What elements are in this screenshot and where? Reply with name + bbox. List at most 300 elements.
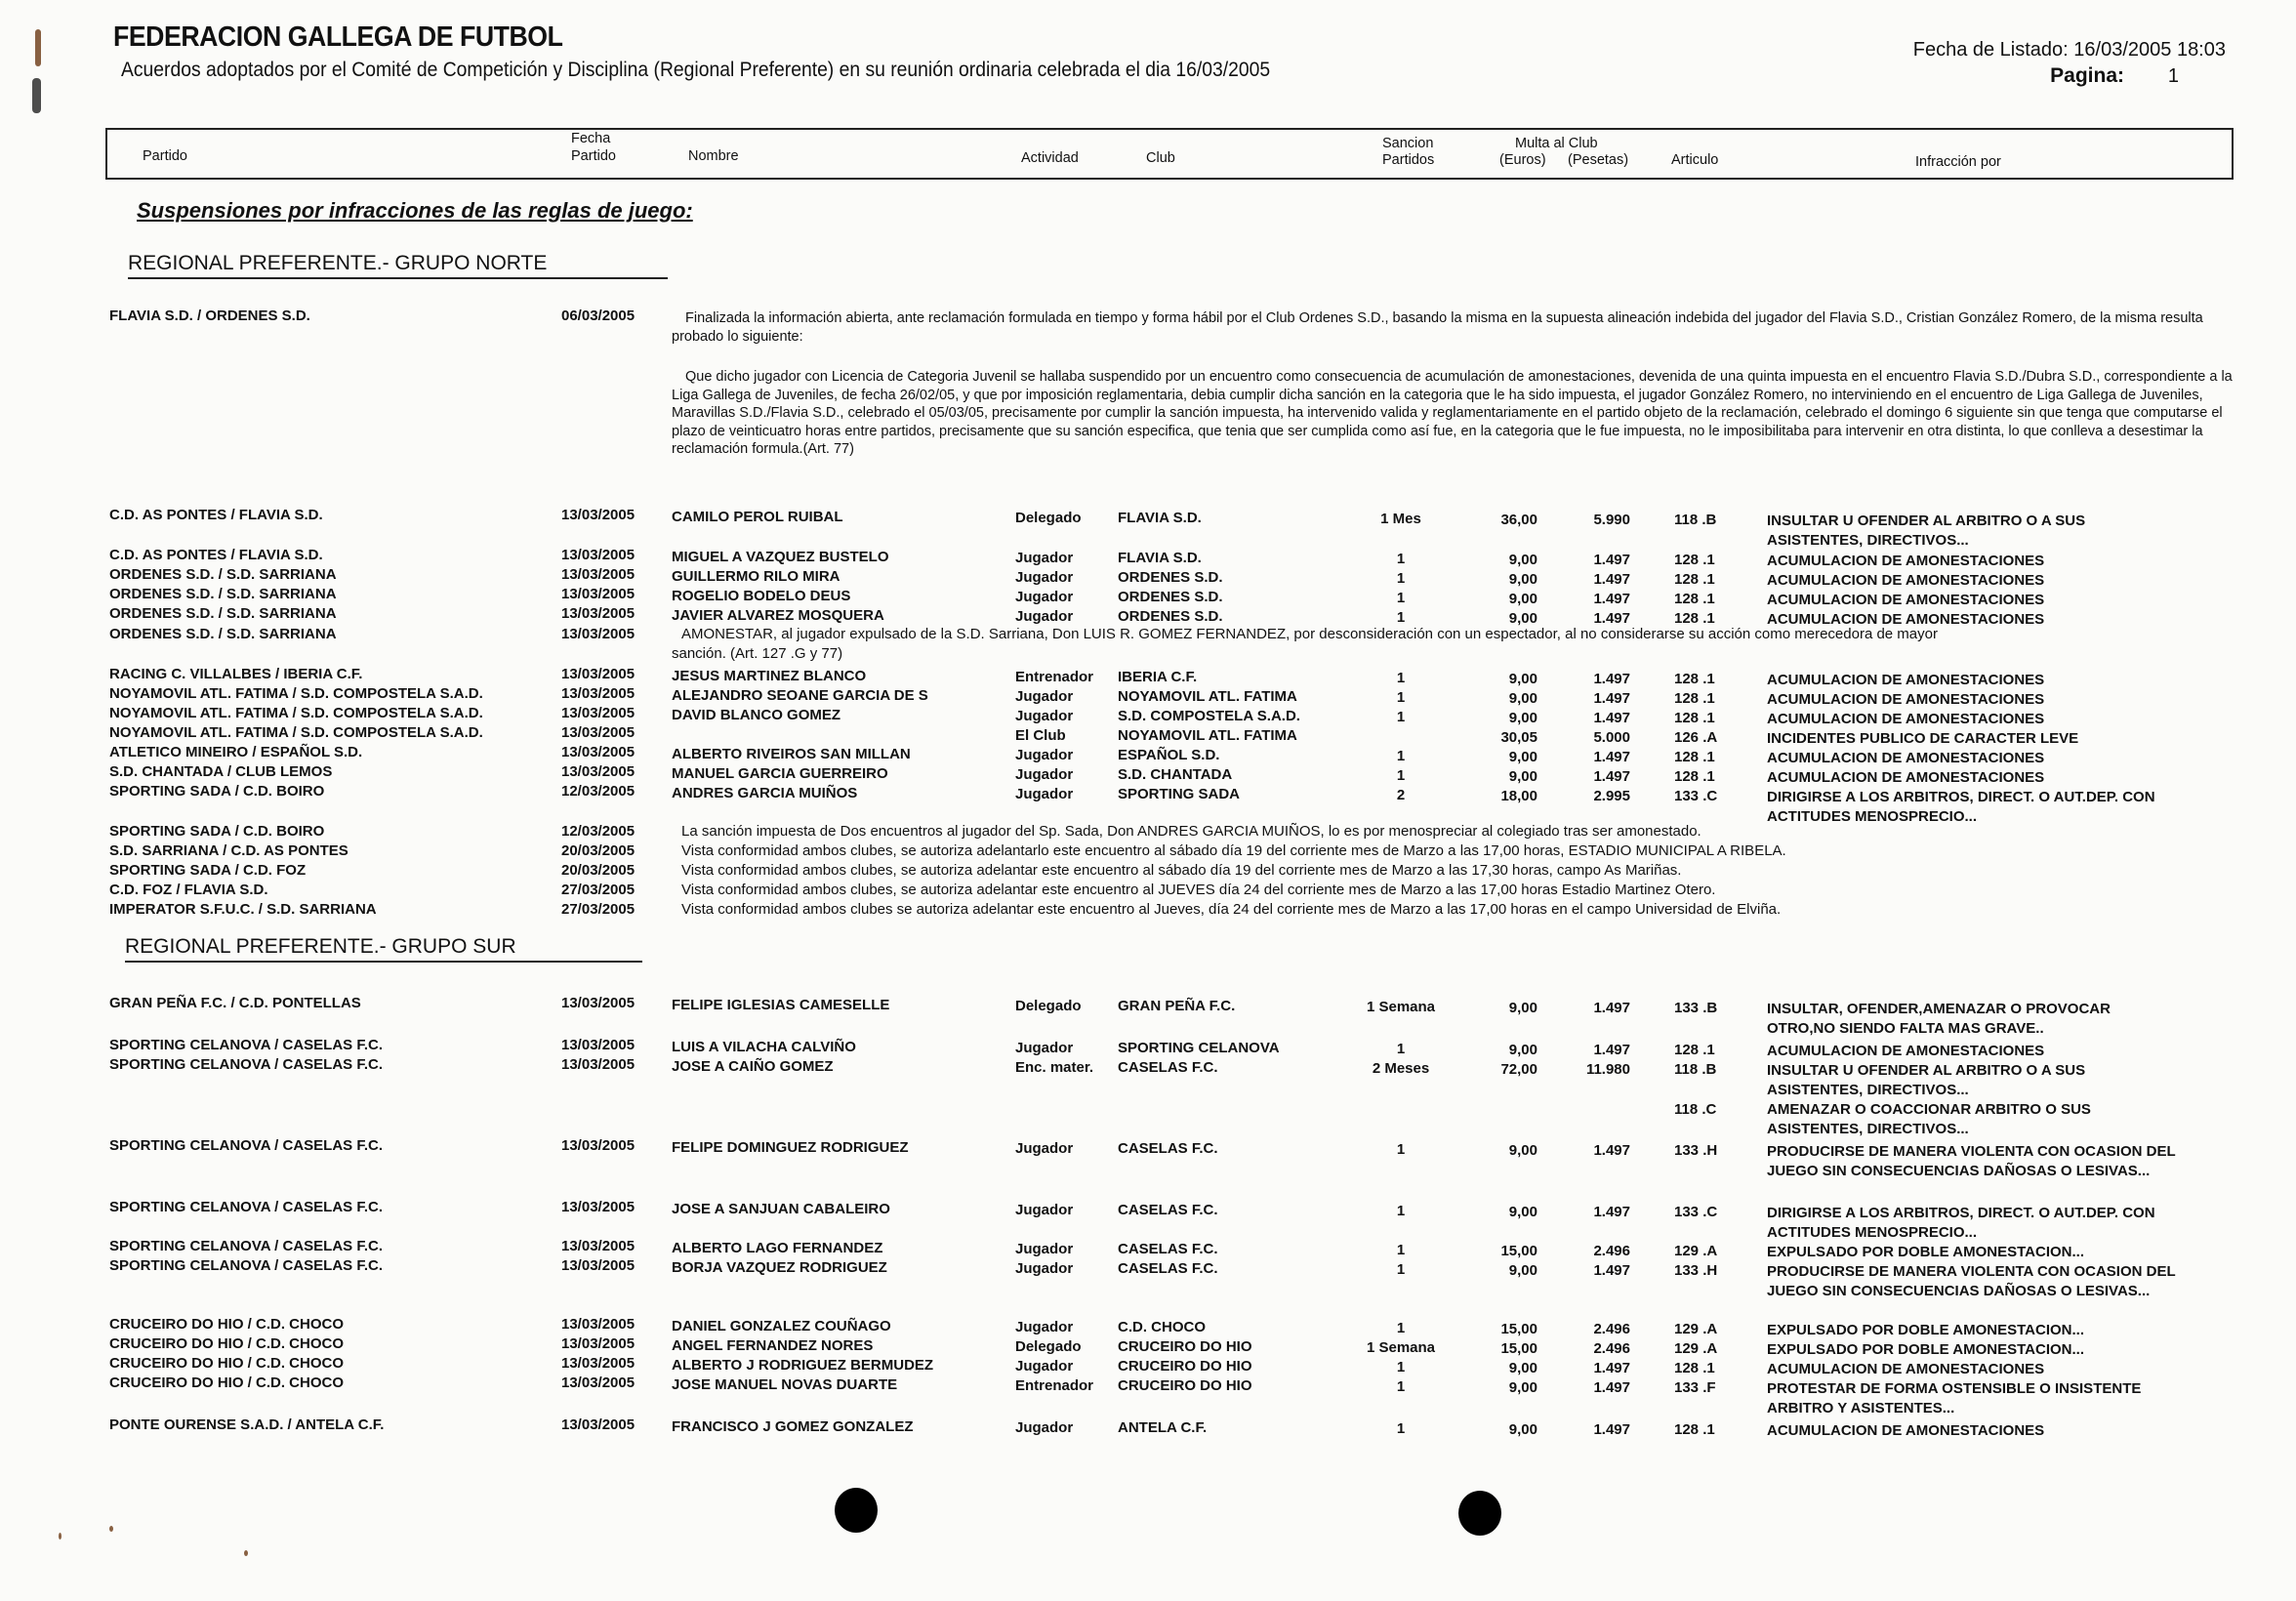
fecha-partido: 13/03/2005 [561, 1238, 636, 1254]
table-row [0, 586, 2296, 608]
table-row [0, 547, 2296, 569]
table-row [0, 882, 2296, 901]
infraccion: ACUMULACION DE AMONESTACIONES [1767, 750, 2045, 766]
partido: SPORTING CELANOVA / CASELAS F.C. [109, 1056, 384, 1073]
articulo: 133 .B [1674, 1000, 1718, 1016]
nombre: JOSE A CAIÑO GOMEZ [672, 1058, 834, 1075]
nombre: JAVIER ALVAREZ MOSQUERA [672, 607, 884, 624]
infraccion: ACUMULACION DE AMONESTACIONES [1767, 1422, 2045, 1439]
articulo: 133 .F [1674, 1379, 1716, 1396]
infraccion: EXPULSADO POR DOBLE AMONESTACION... [1767, 1322, 2085, 1338]
multa-pesetas: 1.497 [1593, 690, 1630, 707]
nombre: LUIS A VILACHA CALVIÑO [672, 1039, 856, 1055]
club: SPORTING SADA [1118, 786, 1241, 802]
col-euros: (Euros) [1499, 152, 1546, 168]
col-club: Club [1146, 150, 1175, 166]
nombre: ANGEL FERNANDEZ NORES [672, 1337, 874, 1354]
multa-euros: 30,05 [1500, 729, 1538, 746]
multa-pesetas: 2.995 [1593, 788, 1630, 804]
infraccion: DIRIGIRSE A LOS ARBITROS, DIRECT. O AUT.DEP. CON [1767, 789, 2155, 805]
multa-pesetas: 2.496 [1593, 1340, 1630, 1357]
articulo: 126 .A [1674, 729, 1718, 746]
nombre: MANUEL GARCIA GUERREIRO [672, 765, 888, 782]
infraccion-continued: ARBITRO Y ASISTENTES... [1767, 1400, 1955, 1416]
multa-pesetas: 1.497 [1593, 1142, 1630, 1159]
club: CRUCEIRO DO HIO [1118, 1377, 1252, 1394]
partido: SPORTING SADA / C.D. BOIRO [109, 783, 325, 800]
multa-pesetas: 1.497 [1593, 710, 1630, 726]
articulo: 128 .1 [1674, 710, 1715, 726]
table-row [0, 1137, 2296, 1179]
listing-date: Fecha de Listado: 16/03/2005 18:03 [1912, 39, 2226, 61]
partido: SPORTING CELANOVA / CASELAS F.C. [109, 1199, 384, 1215]
sancion-partidos: 1 [1396, 709, 1406, 725]
table-row [0, 1056, 2296, 1137]
fecha-partido: 20/03/2005 [561, 842, 636, 859]
table-row [0, 1037, 2296, 1059]
partido: IMPERATOR S.F.U.C. / S.D. SARRIANA [109, 901, 377, 918]
infraccion: EXPULSADO POR DOBLE AMONESTACION... [1767, 1244, 2085, 1260]
actividad: Jugador [1015, 688, 1074, 705]
partido: GRAN PEÑA F.C. / C.D. PONTELLAS [109, 995, 361, 1011]
actividad: Delegado [1015, 1338, 1082, 1355]
fecha-partido: 13/03/2005 [561, 1375, 636, 1391]
fecha-partido: 13/03/2005 [561, 1199, 636, 1215]
infraccion-continued: ACTITUDES MENOSPRECIO... [1767, 808, 1978, 825]
sancion-partidos: 1 [1396, 767, 1406, 784]
actividad: Jugador [1015, 1319, 1074, 1335]
partido: SPORTING SADA / C.D. FOZ [109, 862, 307, 879]
paper-stain [109, 1526, 113, 1532]
table-row [0, 1316, 2296, 1338]
infraccion: AMENAZAR O COACCIONAR ARBITRO O SUS [1767, 1101, 2091, 1118]
infraccion: INCIDENTES PUBLICO DE CARACTER LEVE [1767, 730, 2079, 747]
multa-euros: 9,00 [1508, 1204, 1538, 1220]
multa-euros: 72,00 [1500, 1061, 1538, 1078]
sancion-partidos: 1 [1396, 1359, 1406, 1375]
col-actividad: Actividad [1021, 150, 1079, 166]
nombre: FRANCISCO J GOMEZ GONZALEZ [672, 1418, 914, 1435]
sancion-partidos: 1 [1396, 670, 1406, 686]
multa-pesetas: 2.496 [1593, 1321, 1630, 1337]
articulo: 128 .1 [1674, 749, 1715, 765]
paper-stain [244, 1550, 248, 1556]
partido: ORDENES S.D. / S.D. SARRIANA [109, 605, 337, 622]
actividad: Jugador [1015, 1140, 1074, 1157]
club: NOYAMOVIL ATL. FATIMA [1118, 727, 1297, 744]
partido: C.D. AS PONTES / FLAVIA S.D. [109, 547, 323, 563]
multa-pesetas: 1.497 [1593, 1000, 1630, 1016]
actividad: Jugador [1015, 608, 1074, 625]
group-title-norte: REGIONAL PREFERENTE.- GRUPO NORTE [128, 252, 668, 279]
nombre: BORJA VAZQUEZ RODRIGUEZ [672, 1259, 887, 1276]
multa-euros: 9,00 [1508, 1142, 1538, 1159]
nombre: MIGUEL A VAZQUEZ BUSTELO [672, 549, 889, 565]
table-row [0, 842, 2296, 862]
infraccion: PROTESTAR DE FORMA OSTENSIBLE O INSISTENTE [1767, 1380, 2142, 1397]
infraccion-continued: JUEGO SIN CONSECUENCIAS DAÑOSAS O LESIVAS... [1767, 1283, 2151, 1299]
partido: PONTE OURENSE S.A.D. / ANTELA C.F. [109, 1416, 385, 1433]
infraccion: ACUMULACION DE AMONESTACIONES [1767, 711, 2045, 727]
nombre: ALBERTO LAGO FERNANDEZ [672, 1240, 883, 1256]
multa-euros: 9,00 [1508, 591, 1538, 607]
fecha-partido: 13/03/2005 [561, 1137, 636, 1154]
note-text: Vista conformidad ambos clubes se autoriza adelantar este encuentro al Jueves, día 24 del corriente mes de Marzo a las 17,00 horas en el campo Universidad de Elviña. [681, 901, 1782, 918]
fecha-partido: 13/03/2005 [561, 705, 636, 721]
partido: SPORTING CELANOVA / CASELAS F.C. [109, 1257, 384, 1274]
note-text: Vista conformidad ambos clubes, se autoriza adelantar este encuentro al sábado día 19 del corriente mes de Marzo a las 17,30 horas, campo As Mariñas. [681, 862, 1682, 879]
multa-euros: 15,00 [1500, 1340, 1538, 1357]
fecha-partido: 13/03/2005 [561, 1416, 636, 1433]
multa-euros: 18,00 [1500, 788, 1538, 804]
fecha-partido: 13/03/2005 [561, 1316, 636, 1333]
partido: S.D. SARRIANA / C.D. AS PONTES [109, 842, 348, 859]
fecha-partido: 13/03/2005 [561, 1056, 636, 1073]
table-row [0, 685, 2296, 708]
table-row [0, 507, 2296, 549]
sancion-partidos: 1 [1396, 1261, 1406, 1278]
fecha-partido: 27/03/2005 [561, 901, 636, 918]
col-multa: Multa al Club [1515, 136, 1598, 151]
paper-stain [35, 29, 41, 66]
sancion-partidos: 1 [1396, 551, 1406, 567]
club: SPORTING CELANOVA [1118, 1040, 1280, 1056]
multa-pesetas: 1.497 [1593, 1360, 1630, 1376]
infraccion: ACUMULACION DE AMONESTACIONES [1767, 611, 2045, 628]
infraccion-continued: ACTITUDES MENOSPRECIO... [1767, 1224, 1978, 1241]
multa-pesetas: 1.497 [1593, 591, 1630, 607]
sancion-partidos: 1 [1396, 689, 1406, 706]
articulo: 128 .1 [1674, 1421, 1715, 1438]
partido: SPORTING CELANOVA / CASELAS F.C. [109, 1238, 384, 1254]
multa-euros: 9,00 [1508, 1262, 1538, 1279]
actividad: Jugador [1015, 747, 1074, 763]
multa-euros: 9,00 [1508, 571, 1538, 588]
table-row [0, 605, 2296, 628]
club: CRUCEIRO DO HIO [1118, 1358, 1252, 1375]
fecha-partido: 13/03/2005 [561, 626, 636, 642]
table-row [0, 995, 2296, 1037]
partido: CRUCEIRO DO HIO / C.D. CHOCO [109, 1375, 345, 1391]
infraccion: ACUMULACION DE AMONESTACIONES [1767, 572, 2045, 589]
club: CASELAS F.C. [1118, 1140, 1218, 1157]
club: CASELAS F.C. [1118, 1059, 1218, 1076]
fecha-partido: 27/03/2005 [561, 882, 636, 898]
group-title-sur: REGIONAL PREFERENTE.- GRUPO SUR [125, 935, 642, 963]
club: ANTELA C.F. [1118, 1419, 1208, 1436]
table-row [0, 1416, 2296, 1439]
multa-pesetas: 1.497 [1593, 552, 1630, 568]
club: GRAN PEÑA F.C. [1118, 998, 1236, 1014]
club: FLAVIA S.D. [1118, 510, 1202, 526]
table-row [0, 744, 2296, 766]
actividad: Jugador [1015, 1040, 1074, 1056]
partido: SPORTING CELANOVA / CASELAS F.C. [109, 1037, 384, 1053]
articulo: 129 .A [1674, 1321, 1718, 1337]
paper-stain [59, 1533, 62, 1539]
articulo: 118 .B [1674, 512, 1717, 528]
infraccion: ACUMULACION DE AMONESTACIONES [1767, 769, 2045, 786]
note-text: AMONESTAR, al jugador expulsado de la S.D. Sarriana, Don LUIS R. GOMEZ FERNANDEZ, por desconsideración con un espectador, al no considerarse su acción como merecedora de mayor [681, 626, 1938, 642]
fecha-partido: 13/03/2005 [561, 507, 636, 523]
partido: NOYAMOVIL ATL. FATIMA / S.D. COMPOSTELA S.A.D. [109, 705, 483, 721]
articulo: 133 .C [1674, 1204, 1718, 1220]
actividad: Jugador [1015, 1202, 1074, 1218]
partido: S.D. CHANTADA / CLUB LEMOS [109, 763, 333, 780]
infraccion-continued: JUEGO SIN CONSECUENCIAS DAÑOSAS O LESIVAS... [1767, 1163, 2151, 1179]
multa-pesetas: 5.000 [1593, 729, 1630, 746]
articulo: 128 .1 [1674, 610, 1715, 627]
infraccion: INSULTAR, OFENDER,AMENAZAR O PROVOCAR [1767, 1001, 2111, 1017]
multa-pesetas: 1.497 [1593, 1262, 1630, 1279]
punch-hole [835, 1488, 878, 1533]
multa-pesetas: 5.990 [1593, 512, 1630, 528]
partido: CRUCEIRO DO HIO / C.D. CHOCO [109, 1335, 345, 1352]
multa-euros: 9,00 [1508, 768, 1538, 785]
note-text: Vista conformidad ambos clubes, se autoriza adelantar este encuentro al JUEVES día 24 del corriente mes de Marzo a las 17,00 horas Estadio Martinez Otero. [681, 882, 1716, 898]
fecha-partido: 13/03/2005 [561, 995, 636, 1011]
nombre: FELIPE DOMINGUEZ RODRIGUEZ [672, 1139, 909, 1156]
fecha-partido: 13/03/2005 [561, 744, 636, 760]
nombre: ALBERTO RIVEIROS SAN MILLAN [672, 746, 911, 762]
club: S.D. CHANTADA [1118, 766, 1233, 783]
multa-pesetas: 1.497 [1593, 1042, 1630, 1058]
articulo: 133 .C [1674, 788, 1718, 804]
punch-hole [1458, 1491, 1501, 1536]
col-nombre: Nombre [688, 148, 739, 164]
multa-pesetas: 1.497 [1593, 768, 1630, 785]
partido: NOYAMOVIL ATL. FATIMA / S.D. COMPOSTELA S.A.D. [109, 685, 483, 702]
fecha-partido: 13/03/2005 [561, 1335, 636, 1352]
club: NOYAMOVIL ATL. FATIMA [1118, 688, 1297, 705]
partido: RACING C. VILLALBES / IBERIA C.F. [109, 666, 363, 682]
club: C.D. CHOCO [1118, 1319, 1206, 1335]
infraccion: ACUMULACION DE AMONESTACIONES [1767, 592, 2045, 608]
section-title: Suspensiones por infracciones de las reglas de juego: [137, 198, 693, 223]
actividad: El Club [1015, 727, 1066, 744]
multa-euros: 15,00 [1500, 1243, 1538, 1259]
column-header-box [105, 128, 2234, 180]
partido: CRUCEIRO DO HIO / C.D. CHOCO [109, 1316, 345, 1333]
nombre: ALBERTO J RODRIGUEZ BERMUDEZ [672, 1357, 934, 1374]
nombre: JESUS MARTINEZ BLANCO [672, 668, 867, 684]
actividad: Delegado [1015, 510, 1082, 526]
table-row [0, 1257, 2296, 1299]
infraccion-continued: OTRO,NO SIENDO FALTA MAS GRAVE.. [1767, 1020, 2044, 1037]
infraccion: INSULTAR U OFENDER AL ARBITRO O A SUS [1767, 513, 2086, 529]
multa-euros: 9,00 [1508, 552, 1538, 568]
paper-stain [32, 78, 41, 113]
nombre: ANDRES GARCIA MUIÑOS [672, 785, 858, 801]
infraccion: INSULTAR U OFENDER AL ARBITRO O A SUS [1767, 1062, 2086, 1079]
multa-pesetas: 1.497 [1593, 571, 1630, 588]
fecha: 06/03/2005 [561, 308, 636, 324]
partido: SPORTING CELANOVA / CASELAS F.C. [109, 1137, 384, 1154]
multa-pesetas: 1.497 [1593, 610, 1630, 627]
ruling-paragraph-1: Finalizada la información abierta, ante reclamación formulada en tiempo y forma hábil por el Club Ordenes S.D., basando la misma en la supuesta alineación indebida del jugador del Flavia S.D., Cristian González Romero, de la misma resulta probado lo siguiente: [672, 310, 2203, 345]
partido: ORDENES S.D. / S.D. SARRIANA [109, 586, 337, 602]
actividad: Entrenador [1015, 669, 1094, 685]
fecha-partido: 12/03/2005 [561, 823, 636, 840]
nombre: ROGELIO BODELO DEUS [672, 588, 851, 604]
nombre: DANIEL GONZALEZ COUÑAGO [672, 1318, 891, 1334]
col-sancion-bottom: Partidos [1382, 152, 1435, 168]
fecha-partido: 13/03/2005 [561, 586, 636, 602]
infraccion: ACUMULACION DE AMONESTACIONES [1767, 1361, 2045, 1377]
club: CASELAS F.C. [1118, 1241, 1218, 1257]
multa-euros: 15,00 [1500, 1321, 1538, 1337]
fecha-partido: 13/03/2005 [561, 547, 636, 563]
multa-pesetas: 11.980 [1585, 1061, 1630, 1078]
col-pesetas: (Pesetas) [1568, 152, 1629, 168]
table-row [0, 1238, 2296, 1260]
infraccion: DIRIGIRSE A LOS ARBITROS, DIRECT. O AUT.DEP. CON [1767, 1205, 2155, 1221]
sancion-partidos: 1 [1396, 748, 1406, 764]
infraccion: ACUMULACION DE AMONESTACIONES [1767, 691, 2045, 708]
multa-euros: 9,00 [1508, 710, 1538, 726]
col-articulo: Articulo [1671, 152, 1719, 168]
infraccion: ACUMULACION DE AMONESTACIONES [1767, 553, 2045, 569]
sancion-partidos: 1 Mes [1380, 511, 1421, 527]
multa-euros: 9,00 [1508, 1360, 1538, 1376]
articulo: 128 .1 [1674, 690, 1715, 707]
articulo: 118 .C [1674, 1101, 1717, 1118]
club: ORDENES S.D. [1118, 608, 1223, 625]
actividad: Jugador [1015, 1260, 1074, 1277]
club: S.D. COMPOSTELA S.A.D. [1118, 708, 1300, 724]
multa-euros: 9,00 [1508, 1000, 1538, 1016]
sancion-partidos: 1 [1396, 570, 1406, 587]
multa-euros: 9,00 [1508, 1042, 1538, 1058]
articulo: 129 .A [1674, 1340, 1718, 1357]
infraccion-continued: ASISTENTES, DIRECTIVOS... [1767, 1082, 1969, 1098]
actividad: Jugador [1015, 569, 1074, 586]
fecha-partido: 13/03/2005 [561, 685, 636, 702]
partido: C.D. FOZ / FLAVIA S.D. [109, 882, 268, 898]
fecha-partido: 13/03/2005 [561, 605, 636, 622]
sancion-partidos: 2 Meses [1372, 1060, 1430, 1077]
table-row [0, 1335, 2296, 1358]
articulo: 133 .H [1674, 1262, 1718, 1279]
actividad: Jugador [1015, 1241, 1074, 1257]
sancion-partidos: 1 [1396, 1203, 1406, 1219]
sancion-partidos: 1 [1396, 590, 1406, 606]
col-fecha-top: Fecha [571, 131, 611, 146]
club: CRUCEIRO DO HIO [1118, 1338, 1252, 1355]
fecha-partido: 13/03/2005 [561, 666, 636, 682]
sancion-partidos: 1 [1396, 1141, 1406, 1158]
multa-euros: 9,00 [1508, 671, 1538, 687]
table-row [0, 566, 2296, 589]
actividad: Jugador [1015, 766, 1074, 783]
multa-euros: 36,00 [1500, 512, 1538, 528]
table-row [0, 763, 2296, 786]
articulo: 128 .1 [1674, 552, 1715, 568]
actividad: Jugador [1015, 1419, 1074, 1436]
sancion-partidos: 1 [1396, 1041, 1406, 1057]
club: CASELAS F.C. [1118, 1202, 1218, 1218]
note-text: Vista conformidad ambos clubes, se autoriza adelantarlo este encuentro al sábado día 19 del corriente mes de Marzo a las 17,00 horas, ESTADIO MUNICIPAL A RIBELA. [681, 842, 1786, 859]
infraccion-continued: ASISTENTES, DIRECTIVOS... [1767, 532, 1969, 549]
multa-pesetas: 1.497 [1593, 1421, 1630, 1438]
table-row [0, 1355, 2296, 1375]
partido: ORDENES S.D. / S.D. SARRIANA [109, 566, 337, 583]
multa-pesetas: 1.497 [1593, 1379, 1630, 1396]
page-number: 1 [2167, 65, 2179, 87]
sancion-partidos: 1 [1396, 1420, 1406, 1437]
partido: C.D. AS PONTES / FLAVIA S.D. [109, 507, 323, 523]
multa-euros: 9,00 [1508, 749, 1538, 765]
nombre: ALEJANDRO SEOANE GARCIA DE S [672, 687, 928, 704]
fecha-partido: 13/03/2005 [561, 1257, 636, 1274]
table-row [0, 724, 2296, 747]
partido: CRUCEIRO DO HIO / C.D. CHOCO [109, 1355, 345, 1372]
fecha-partido: 12/03/2005 [561, 783, 636, 800]
club: ESPAÑOL S.D. [1118, 747, 1220, 763]
club: ORDENES S.D. [1118, 569, 1223, 586]
table-row [0, 901, 2296, 921]
actividad: Entrenador [1015, 1377, 1094, 1394]
nombre: DAVID BLANCO GOMEZ [672, 707, 841, 723]
multa-pesetas: 1.497 [1593, 671, 1630, 687]
fecha-partido: 13/03/2005 [561, 724, 636, 741]
club: FLAVIA S.D. [1118, 550, 1202, 566]
multa-pesetas: 1.497 [1593, 1204, 1630, 1220]
articulo: 133 .H [1674, 1142, 1718, 1159]
club: ORDENES S.D. [1118, 589, 1223, 605]
nombre: JOSE MANUEL NOVAS DUARTE [672, 1376, 898, 1393]
sancion-partidos: 1 [1396, 1320, 1406, 1336]
nombre: JOSE A SANJUAN CABALEIRO [672, 1201, 890, 1217]
actividad: Jugador [1015, 786, 1074, 802]
partido: FLAVIA S.D. / ORDENES S.D. [109, 308, 310, 324]
sancion-partidos: 1 Semana [1366, 999, 1436, 1015]
partido: ATLETICO MINEIRO / ESPAÑOL S.D. [109, 744, 363, 760]
col-fecha-bottom: Partido [571, 148, 616, 164]
actividad: Jugador [1015, 1358, 1074, 1375]
fecha-partido: 20/03/2005 [561, 862, 636, 879]
nombre: FELIPE IGLESIAS CAMESELLE [672, 997, 890, 1013]
infraccion: EXPULSADO POR DOBLE AMONESTACION... [1767, 1341, 2085, 1358]
table-row [0, 1199, 2296, 1241]
col-infraccion: Infracción por [1915, 154, 2001, 170]
sancion-partidos: 1 [1396, 1378, 1406, 1395]
sancion-partidos: 2 [1396, 787, 1406, 803]
col-partido: Partido [143, 148, 187, 164]
multa-euros: 9,00 [1508, 690, 1538, 707]
partido: ORDENES S.D. / S.D. SARRIANA [109, 626, 337, 642]
articulo: 128 .1 [1674, 768, 1715, 785]
actividad: Delegado [1015, 998, 1082, 1014]
articulo: 128 .1 [1674, 571, 1715, 588]
note-text-continued: sanción. (Art. 127 .G y 77) [672, 645, 843, 662]
articulo: 128 .1 [1674, 1360, 1715, 1376]
note-text: La sanción impuesta de Dos encuentros al jugador del Sp. Sada, Don ANDRES GARCIA MUIÑOS, lo es por menospreciar al colegiado tras ser amonestado. [681, 823, 1702, 840]
partido: SPORTING SADA / C.D. BOIRO [109, 823, 325, 840]
articulo: 128 .1 [1674, 591, 1715, 607]
table-row [0, 1375, 2296, 1416]
nombre: GUILLERMO RILO MIRA [672, 568, 840, 585]
actividad: Enc. mater. [1015, 1059, 1094, 1076]
fecha-partido: 13/03/2005 [561, 1355, 636, 1372]
sancion-partidos: 1 [1396, 1242, 1406, 1258]
partido: NOYAMOVIL ATL. FATIMA / S.D. COMPOSTELA S.A.D. [109, 724, 483, 741]
nombre: CAMILO PEROL RUIBAL [672, 509, 843, 525]
sancion-partidos: 1 [1396, 609, 1406, 626]
fecha-partido: 13/03/2005 [561, 566, 636, 583]
actividad: Jugador [1015, 708, 1074, 724]
infraccion: PRODUCIRSE DE MANERA VIOLENTA CON OCASION DEL [1767, 1143, 2176, 1160]
